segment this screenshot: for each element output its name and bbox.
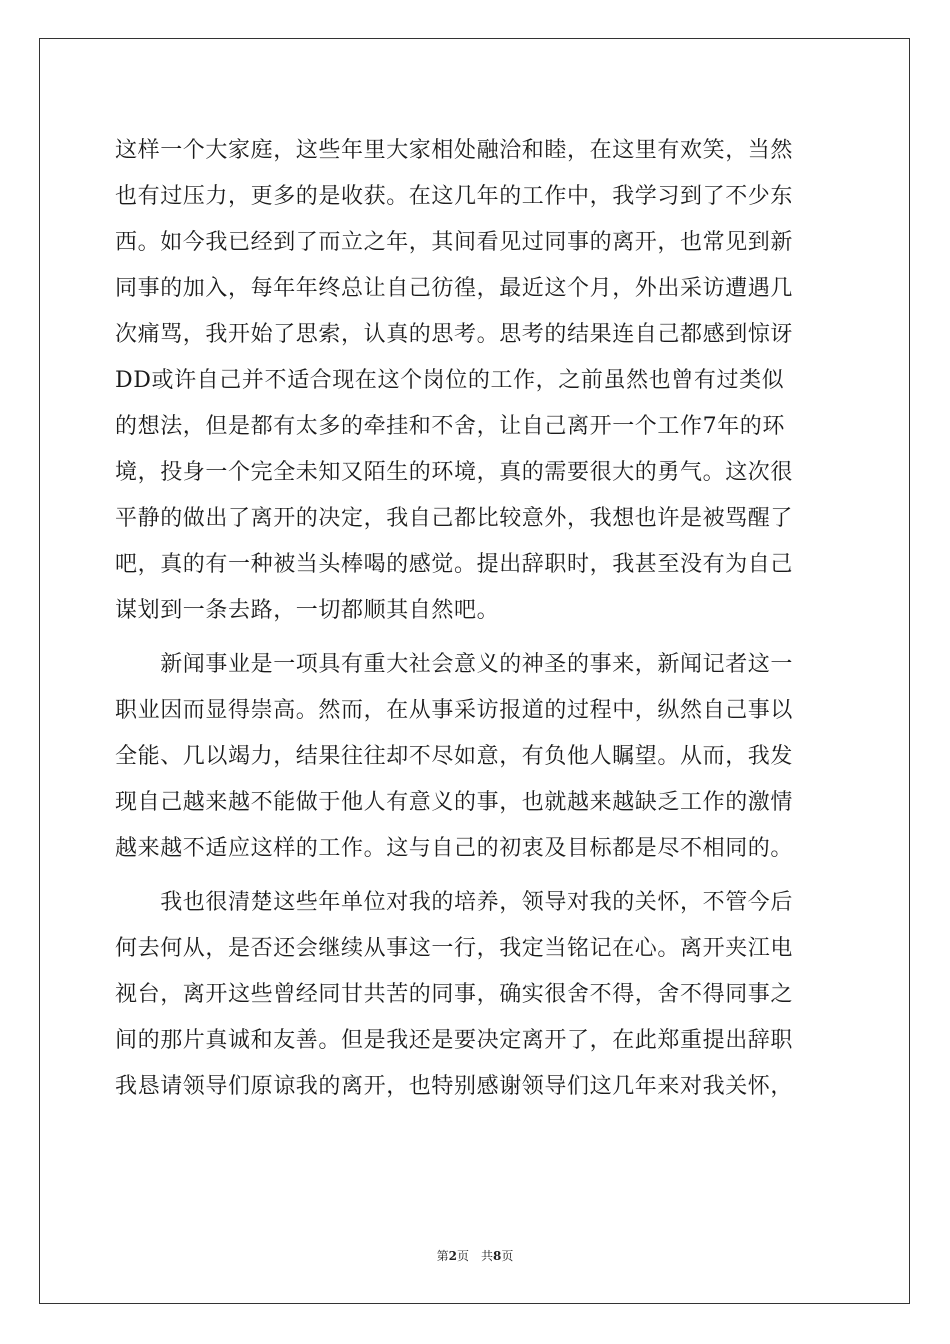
total-pages-label bbox=[481, 1249, 513, 1263]
page-number: 2 bbox=[448, 1249, 457, 1263]
text-line: 现自己越来越不能做于他人有意义的事，也就越来越缺乏工作的激情 bbox=[115, 790, 794, 815]
total-pages: 8 bbox=[493, 1249, 502, 1263]
text-line: DD或许自己并不适合现在这个岗位的工作，之前虽然也曾有过类似 bbox=[115, 368, 785, 393]
text-line: 吧，真的有一种被当头棒喝的感觉。提出辞职时，我甚至没有为自己 bbox=[115, 552, 794, 577]
page-suffix: 页 bbox=[456, 1249, 469, 1263]
text-line: 西。如今我已经到了而立之年，其间看见过同事的离开，也常见到新 bbox=[115, 230, 794, 255]
text-line: 全能、几以竭力，结果往往却不尽如意，有负他人瞩望。从而，我发 bbox=[115, 744, 794, 769]
text-line: 也有过压力，更多的是收获。在这几年的工作中，我学习到了不少东 bbox=[115, 184, 794, 209]
text-line: 境，投身一个完全未知又陌生的环境，真的需要很大的勇气。这次很 bbox=[115, 460, 794, 485]
text-line: 职业因而显得崇高。然而，在从事采访报道的过程中，纵然自己事以 bbox=[115, 698, 794, 723]
text-line: 何去何从，是否还会继续从事这一行，我定当铭记在心。离开夹江电 bbox=[115, 936, 794, 961]
page-prefix: 第 bbox=[436, 1249, 449, 1263]
total-suffix: 页 bbox=[501, 1249, 514, 1263]
page-footer bbox=[0, 1248, 950, 1264]
text-line: 谋划到一条去路，一切都顺其自然吧。 bbox=[115, 598, 500, 623]
paragraph-start-line: 我也很清楚这些年单位对我的培养，领导对我的关怀，不管今后 bbox=[115, 890, 794, 915]
text-line: 的想法，但是都有太多的牵挂和不舍，让自己离开一个工作7年的环 bbox=[115, 414, 785, 439]
text-line: 这样一个大家庭，这些年里大家相处融洽和睦，在这里有欢笑，当然 bbox=[115, 138, 794, 163]
text-line: 同事的加入，每年年终总让自己彷徨，最近这个月，外出采访遭遇几 bbox=[115, 276, 794, 301]
total-prefix: 共 bbox=[481, 1249, 494, 1263]
page-number-label bbox=[437, 1249, 469, 1263]
text-line: 视台，离开这些曾经同甘共苦的同事，确实很舍不得，舍不得同事之 bbox=[115, 982, 794, 1007]
text-line: 平静的做出了离开的决定，我自己都比较意外，我想也许是被骂醒了 bbox=[115, 506, 794, 531]
text-line: 我恳请领导们原谅我的离开，也特别感谢领导们这几年来对我关怀， bbox=[115, 1074, 794, 1099]
document-body bbox=[115, 128, 840, 1110]
text-line: 越来越不适应这样的工作。这与自己的初衷及目标都是尽不相同的。 bbox=[115, 836, 794, 861]
paragraph-start-line: 新闻事业是一项具有重大社会意义的神圣的事来，新闻记者这一 bbox=[115, 652, 794, 677]
text-line: 次痛骂，我开始了思索，认真的思考。思考的结果连自己都感到惊讶 bbox=[115, 322, 794, 347]
text-line: 间的那片真诚和友善。但是我还是要决定离开了，在此郑重提出辞职 bbox=[115, 1028, 794, 1053]
